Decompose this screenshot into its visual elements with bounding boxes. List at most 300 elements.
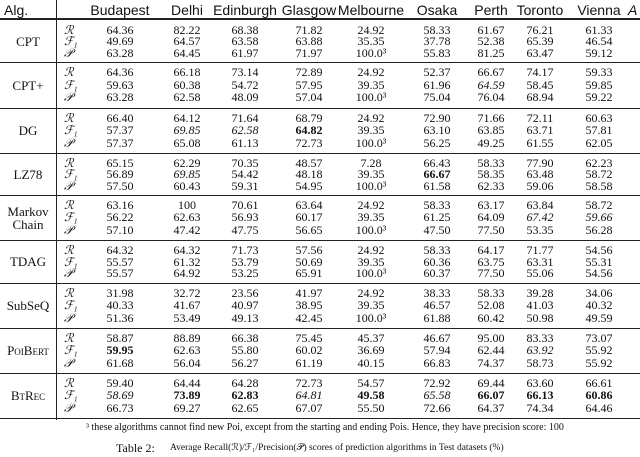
score-cell: 65.58 xyxy=(423,388,451,403)
header-rule xyxy=(0,18,640,20)
score-cell: 55.50 xyxy=(357,400,385,415)
algorithm-name: LZ78 xyxy=(13,166,43,182)
score-cell: 50.98 xyxy=(526,310,554,325)
score-cell: 70.61 xyxy=(231,198,259,212)
score-cell: 57.56 xyxy=(295,243,323,257)
score-cell: 50.69 xyxy=(295,254,323,269)
metric-label: ℛ xyxy=(64,331,74,345)
score-cell: 39.35 xyxy=(357,298,385,313)
score-cell: 64.45 xyxy=(173,45,201,60)
score-cell: 100.0³ xyxy=(355,178,387,193)
score-cell: 24.92 xyxy=(357,286,385,300)
score-cell: 49.13 xyxy=(231,310,259,325)
score-cell: 34.06 xyxy=(585,286,613,300)
score-cell: 64.36 xyxy=(106,65,134,79)
score-cell: 61.67 xyxy=(477,23,505,37)
score-cell: 56.25 xyxy=(423,135,451,150)
score-cell: 64.46 xyxy=(585,400,613,415)
score-cell: 40.32 xyxy=(585,298,613,313)
score-cell: 63.31 xyxy=(526,254,554,269)
score-cell: 61.13 xyxy=(231,135,259,150)
score-cell: 55.57 xyxy=(106,254,134,269)
algorithm-name: PoiBert xyxy=(7,343,49,358)
score-cell: 42.45 xyxy=(295,310,323,325)
score-cell: 62.63 xyxy=(173,210,201,225)
score-cell: 55.83 xyxy=(423,45,451,60)
score-cell: 60.17 xyxy=(295,210,323,225)
score-cell: 60.42 xyxy=(477,310,505,325)
score-cell: 38.33 xyxy=(423,286,451,300)
score-cell: 61.25 xyxy=(423,210,451,225)
score-cell: 63.48 xyxy=(526,167,554,182)
score-cell: 55.06 xyxy=(526,266,554,281)
score-cell: 56.28 xyxy=(585,222,613,237)
score-cell: 55.92 xyxy=(585,355,613,370)
score-cell: 46.67 xyxy=(423,331,451,345)
score-cell: 59.95 xyxy=(106,343,134,358)
score-cell: 24.92 xyxy=(357,23,385,37)
score-cell: 64.44 xyxy=(173,376,201,390)
score-cell: 58.58 xyxy=(585,178,613,193)
score-cell: 37.78 xyxy=(423,34,451,49)
score-cell: 54.56 xyxy=(585,266,613,281)
score-cell: 63.75 xyxy=(477,254,505,269)
score-cell: 77.90 xyxy=(526,156,554,170)
table-bottom-rule xyxy=(0,418,640,419)
group-divider xyxy=(0,153,640,154)
score-cell: 63.88 xyxy=(295,34,323,49)
score-cell: 61.19 xyxy=(295,355,323,370)
score-cell: 53.49 xyxy=(173,310,201,325)
column-header-city: Budapest xyxy=(90,2,150,18)
footnote: ³ these algorithms cannot find new Poi, except from the starting and ending Pois. Hence, they have precision score: 100 xyxy=(86,422,564,433)
score-cell: 74.34 xyxy=(526,400,554,415)
score-cell: 39.35 xyxy=(357,167,385,182)
score-cell: 58.33 xyxy=(423,198,451,212)
score-cell: 64.32 xyxy=(106,243,134,257)
algorithm-name: Chain xyxy=(12,216,44,232)
score-cell: 68.94 xyxy=(526,90,554,105)
metric-label: ℱ₁ xyxy=(64,210,78,225)
score-cell: 74.17 xyxy=(526,65,554,79)
metric-label: ℱ₁ xyxy=(64,254,78,269)
score-cell: 56.27 xyxy=(231,355,259,370)
score-cell: 39.35 xyxy=(357,123,385,138)
metric-label: 𝒫 xyxy=(64,355,73,370)
score-cell: 63.28 xyxy=(106,45,134,60)
score-cell: 60.37 xyxy=(423,266,451,281)
score-cell: 70.35 xyxy=(231,156,259,170)
score-cell: 63.71 xyxy=(526,123,554,138)
score-cell: 62.83 xyxy=(231,388,259,403)
score-cell: 60.86 xyxy=(585,388,613,403)
metric-label: 𝒫 xyxy=(64,222,73,237)
metric-label: 𝒫 xyxy=(64,266,73,281)
algorithm-name: TDAG xyxy=(9,254,47,269)
score-cell: 64.17 xyxy=(477,243,505,257)
score-cell: 61.68 xyxy=(106,355,134,370)
score-cell: 62.58 xyxy=(173,90,201,105)
group-divider xyxy=(0,108,640,109)
score-cell: 59.33 xyxy=(585,65,613,79)
score-cell: 24.92 xyxy=(357,243,385,257)
metric-label: ℱ₁ xyxy=(64,388,78,403)
score-cell: 72.92 xyxy=(423,376,451,390)
score-cell: 57.94 xyxy=(423,343,451,358)
score-cell: 54.72 xyxy=(231,77,259,92)
algorithm-name: Markov xyxy=(7,203,49,219)
metric-label: 𝒫 xyxy=(64,178,73,193)
score-cell: 64.81 xyxy=(295,388,323,403)
score-cell: 63.28 xyxy=(106,90,134,105)
score-cell: 64.28 xyxy=(231,376,259,390)
score-cell: 59.06 xyxy=(526,178,554,193)
score-cell: 66.13 xyxy=(526,388,554,403)
column-header-overflow: A xyxy=(628,2,638,18)
metric-label: ℱ₁ xyxy=(64,298,78,313)
score-cell: 69.44 xyxy=(477,376,505,390)
metric-label: ℛ xyxy=(64,198,74,212)
score-cell: 61.88 xyxy=(423,310,451,325)
column-header-alg: Alg. xyxy=(4,2,29,18)
score-cell: 23.56 xyxy=(231,286,259,300)
metric-label: ℱ₁ xyxy=(64,167,78,182)
score-cell: 59.40 xyxy=(106,376,134,390)
score-cell: 45.37 xyxy=(357,331,385,345)
score-cell: 73.89 xyxy=(173,388,201,403)
score-cell: 54.57 xyxy=(357,376,385,390)
score-cell: 41.67 xyxy=(173,298,201,313)
score-cell: 72.90 xyxy=(423,111,451,125)
score-cell: 100.0³ xyxy=(355,135,387,150)
score-cell: 60.43 xyxy=(173,178,201,193)
score-cell: 72.73 xyxy=(295,376,323,390)
score-cell: 67.42 xyxy=(526,210,554,225)
score-cell: 55.57 xyxy=(106,266,134,281)
score-cell: 61.58 xyxy=(423,178,451,193)
score-cell: 47.75 xyxy=(231,222,259,237)
score-cell: 66.38 xyxy=(231,331,259,345)
score-cell: 54.56 xyxy=(585,243,613,257)
caption-label: Table 2: xyxy=(116,441,155,455)
score-cell: 66.43 xyxy=(423,156,451,170)
score-cell: 52.38 xyxy=(477,34,505,49)
score-cell: 71.97 xyxy=(295,45,323,60)
score-cell: 35.35 xyxy=(357,34,385,49)
score-cell: 63.47 xyxy=(526,45,554,60)
score-cell: 72.66 xyxy=(423,400,451,415)
algorithm-name: BtRec xyxy=(10,388,46,403)
score-cell: 58.69 xyxy=(106,388,134,403)
score-cell: 73.07 xyxy=(585,331,613,345)
score-cell: 47.50 xyxy=(423,222,451,237)
column-header-city: Toronto xyxy=(516,2,564,18)
score-cell: 31.98 xyxy=(106,286,134,300)
score-cell: 46.57 xyxy=(423,298,451,313)
score-cell: 60.36 xyxy=(423,254,451,269)
score-cell: 64.09 xyxy=(477,210,505,225)
score-cell: 47.42 xyxy=(173,222,201,237)
score-cell: 65.91 xyxy=(295,266,323,281)
metric-label: ℱ₁ xyxy=(64,123,78,138)
metric-label: ℱ₁ xyxy=(64,34,78,49)
score-cell: 39.35 xyxy=(357,254,385,269)
metric-label: ℱ₁ xyxy=(64,77,78,92)
score-cell: 56.22 xyxy=(106,210,134,225)
column-header-city: Edinburgh xyxy=(213,2,277,18)
score-cell: 58.33 xyxy=(477,286,505,300)
group-divider xyxy=(0,62,640,63)
score-cell: 59.12 xyxy=(585,45,613,60)
column-separator xyxy=(56,0,57,420)
score-cell: 74.37 xyxy=(477,355,505,370)
score-cell: 100.0³ xyxy=(355,45,387,60)
score-cell: 55.80 xyxy=(231,343,259,358)
score-cell: 59.63 xyxy=(106,77,134,92)
algorithm-name: DG xyxy=(18,123,38,138)
score-cell: 68.79 xyxy=(295,111,323,125)
score-cell: 62.63 xyxy=(173,343,201,358)
score-cell: 66.40 xyxy=(106,111,134,125)
score-cell: 61.33 xyxy=(585,23,613,37)
score-cell: 66.73 xyxy=(106,400,134,415)
score-cell: 64.57 xyxy=(173,34,201,49)
score-cell: 36.69 xyxy=(357,343,385,358)
score-cell: 76.21 xyxy=(526,23,554,37)
score-cell: 100.0³ xyxy=(355,310,387,325)
caption-text: Average Recall(ℛ)/ℱ₁/Precision(𝒫) scores of prediction algorithms in Test datasets (%) xyxy=(170,443,504,453)
score-cell: 59.22 xyxy=(585,90,613,105)
score-cell: 57.95 xyxy=(295,77,323,92)
score-cell: 63.92 xyxy=(526,343,554,358)
score-cell: 58.73 xyxy=(526,355,554,370)
score-cell: 69.27 xyxy=(173,400,201,415)
score-cell: 40.33 xyxy=(106,298,134,313)
score-cell: 67.07 xyxy=(295,400,323,415)
score-cell: 53.79 xyxy=(231,254,259,269)
score-cell: 7.28 xyxy=(360,156,382,170)
score-cell: 56.04 xyxy=(173,355,201,370)
score-cell: 72.89 xyxy=(295,65,323,79)
column-header-city: Vienna xyxy=(577,2,621,18)
score-cell: 53.25 xyxy=(231,266,259,281)
score-cell: 46.54 xyxy=(585,34,613,49)
score-cell: 100.0³ xyxy=(355,266,387,281)
column-header-city: Perth xyxy=(474,2,508,18)
score-cell: 62.33 xyxy=(477,178,505,193)
metric-label: 𝒫 xyxy=(64,135,73,150)
score-cell: 41.97 xyxy=(295,286,323,300)
score-cell: 60.38 xyxy=(173,77,201,92)
score-cell: 71.77 xyxy=(526,243,554,257)
score-cell: 48.57 xyxy=(295,156,323,170)
score-cell: 66.61 xyxy=(585,376,613,390)
score-cell: 24.92 xyxy=(357,111,385,125)
score-cell: 71.82 xyxy=(295,23,323,37)
metric-label: ℛ xyxy=(64,23,74,37)
score-cell: 41.03 xyxy=(526,298,554,313)
group-divider xyxy=(0,328,640,329)
score-cell: 63.64 xyxy=(295,198,323,212)
score-cell: 32.72 xyxy=(173,286,201,300)
score-cell: 49.69 xyxy=(106,34,134,49)
algorithm-name: CPT xyxy=(16,33,40,49)
score-cell: 69.85 xyxy=(173,167,201,182)
score-cell: 63.60 xyxy=(526,376,554,390)
score-cell: 63.17 xyxy=(477,198,505,212)
score-cell: 61.55 xyxy=(526,135,554,150)
score-cell: 65.08 xyxy=(173,135,201,150)
score-cell: 66.67 xyxy=(423,167,451,182)
score-cell: 65.39 xyxy=(526,34,554,49)
score-cell: 65.15 xyxy=(106,156,134,170)
score-cell: 100 xyxy=(178,198,196,212)
metric-label: ℛ xyxy=(64,65,74,79)
group-divider xyxy=(0,240,640,241)
score-cell: 58.72 xyxy=(585,167,613,182)
score-cell: 66.07 xyxy=(477,388,505,403)
score-cell: 57.50 xyxy=(106,178,134,193)
score-cell: 62.58 xyxy=(231,123,259,138)
score-cell: 66.18 xyxy=(173,65,201,79)
score-cell: 64.36 xyxy=(106,23,134,37)
score-cell: 61.32 xyxy=(173,254,201,269)
score-cell: 40.15 xyxy=(357,355,385,370)
metric-label: ℛ xyxy=(64,286,74,300)
metric-label: ℱ₁ xyxy=(64,343,78,358)
score-cell: 83.33 xyxy=(526,331,554,345)
score-cell: 57.37 xyxy=(106,123,134,138)
score-cell: 82.22 xyxy=(173,23,201,37)
score-cell: 57.81 xyxy=(585,123,613,138)
column-header-city: Osaka xyxy=(416,2,458,18)
score-cell: 52.08 xyxy=(477,298,505,313)
score-cell: 51.36 xyxy=(106,310,134,325)
score-cell: 62.65 xyxy=(231,400,259,415)
score-cell: 72.11 xyxy=(526,111,554,125)
score-cell: 95.00 xyxy=(477,331,505,345)
score-cell: 56.93 xyxy=(231,210,259,225)
score-cell: 69.85 xyxy=(173,123,201,138)
metric-label: 𝒫 xyxy=(64,400,73,415)
score-cell: 48.18 xyxy=(295,167,323,182)
score-cell: 68.38 xyxy=(231,23,259,37)
score-cell: 75.04 xyxy=(423,90,451,105)
group-divider xyxy=(0,195,640,196)
score-cell: 63.85 xyxy=(477,123,505,138)
score-cell: 63.58 xyxy=(231,34,259,49)
score-cell: 66.83 xyxy=(423,355,451,370)
score-cell: 38.95 xyxy=(295,298,323,313)
score-cell: 71.66 xyxy=(477,111,505,125)
score-cell: 72.73 xyxy=(295,135,323,150)
metric-label: ℛ xyxy=(64,111,74,125)
score-cell: 52.37 xyxy=(423,65,451,79)
metric-label: 𝒫 xyxy=(64,310,73,325)
score-cell: 100.0³ xyxy=(355,90,387,105)
column-header-city: Delhi xyxy=(171,2,203,18)
score-cell: 57.37 xyxy=(106,135,134,150)
score-cell: 54.42 xyxy=(231,167,259,182)
score-cell: 64.92 xyxy=(173,266,201,281)
score-cell: 55.31 xyxy=(585,254,613,269)
group-divider xyxy=(0,373,640,374)
score-cell: 60.63 xyxy=(585,111,613,125)
score-cell: 88.89 xyxy=(173,331,201,345)
score-cell: 58.33 xyxy=(423,23,451,37)
metric-label: ℛ xyxy=(64,243,74,257)
score-cell: 55.92 xyxy=(585,343,613,358)
score-cell: 53.35 xyxy=(526,222,554,237)
score-cell: 54.95 xyxy=(295,178,323,193)
metric-label: 𝒫 xyxy=(64,45,73,60)
score-cell: 76.04 xyxy=(477,90,505,105)
score-cell: 57.10 xyxy=(106,222,134,237)
score-cell: 60.02 xyxy=(295,343,323,358)
score-cell: 64.82 xyxy=(295,123,323,138)
score-cell: 62.05 xyxy=(585,135,613,150)
score-cell: 56.65 xyxy=(295,222,323,237)
score-cell: 64.12 xyxy=(173,111,201,125)
score-cell: 39.35 xyxy=(357,210,385,225)
score-cell: 66.67 xyxy=(477,65,505,79)
score-cell: 40.97 xyxy=(231,298,259,313)
score-cell: 77.50 xyxy=(477,266,505,281)
score-cell: 63.10 xyxy=(423,123,451,138)
metric-label: ℛ xyxy=(64,156,74,170)
score-cell: 58.33 xyxy=(423,243,451,257)
score-cell: 81.25 xyxy=(477,45,505,60)
score-cell: 39.28 xyxy=(526,286,554,300)
score-cell: 63.84 xyxy=(526,198,554,212)
score-cell: 49.58 xyxy=(357,388,385,403)
score-cell: 24.92 xyxy=(357,65,385,79)
column-header-city: Glasgow xyxy=(281,2,337,18)
score-cell: 48.09 xyxy=(231,90,259,105)
score-cell: 58.87 xyxy=(106,331,134,345)
score-cell: 64.59 xyxy=(477,77,505,92)
score-cell: 100.0³ xyxy=(355,222,387,237)
score-cell: 71.73 xyxy=(231,243,259,257)
score-cell: 59.66 xyxy=(585,210,613,225)
metric-label: 𝒫 xyxy=(64,90,73,105)
score-cell: 64.32 xyxy=(173,243,201,257)
score-cell: 58.35 xyxy=(477,167,505,182)
score-cell: 49.59 xyxy=(585,310,613,325)
score-cell: 58.45 xyxy=(526,77,554,92)
score-cell: 58.72 xyxy=(585,198,613,212)
algorithm-name: CPT+ xyxy=(12,77,44,93)
score-cell: 64.37 xyxy=(477,400,505,415)
score-cell: 73.14 xyxy=(231,65,259,79)
score-cell: 56.89 xyxy=(106,167,134,182)
score-cell: 62.23 xyxy=(585,156,613,170)
score-cell: 77.50 xyxy=(477,222,505,237)
algorithm-name: SubSeQ xyxy=(6,298,50,313)
score-cell: 71.64 xyxy=(231,111,259,125)
score-cell: 59.31 xyxy=(231,178,259,193)
score-cell: 61.97 xyxy=(231,45,259,60)
column-header-city: Melbourne xyxy=(337,2,405,18)
metric-label: ℛ xyxy=(64,376,74,390)
score-cell: 61.96 xyxy=(423,77,451,92)
score-cell: 62.44 xyxy=(477,343,505,358)
score-cell: 59.85 xyxy=(585,77,613,92)
score-cell: 62.29 xyxy=(173,156,201,170)
score-cell: 63.16 xyxy=(106,198,134,212)
score-cell: 75.45 xyxy=(295,331,323,345)
score-cell: 58.33 xyxy=(477,156,505,170)
